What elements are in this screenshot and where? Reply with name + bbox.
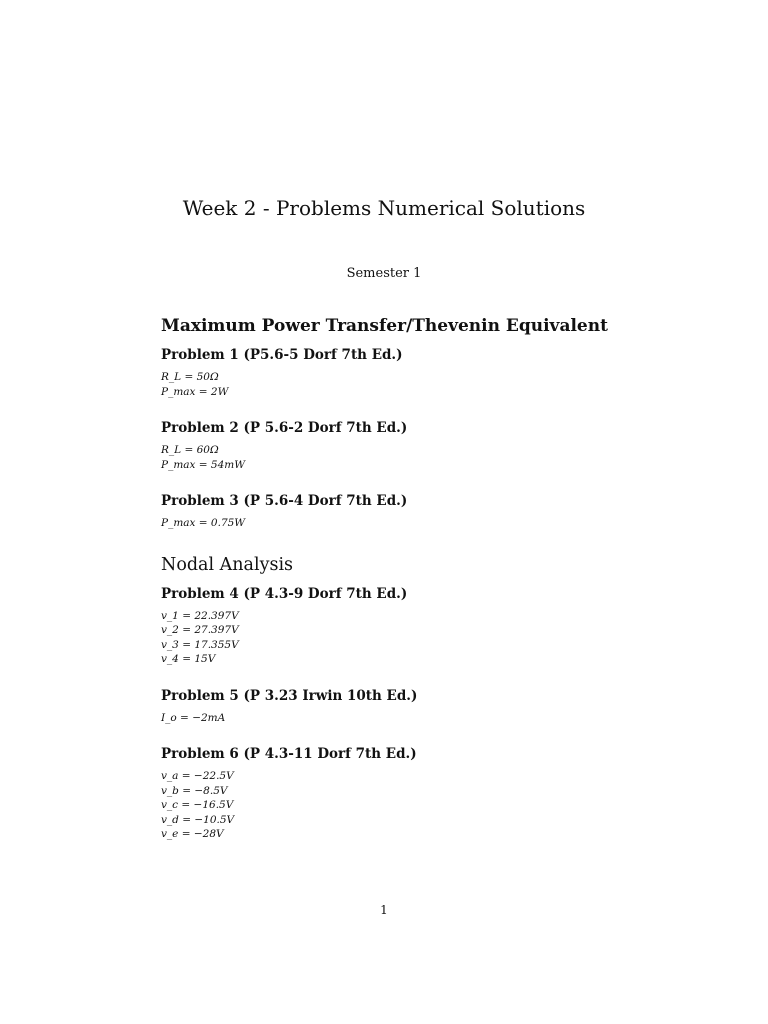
problem-title: Problem 6 (P 4.3-11 Dorf 7th Ed.) [161,746,417,762]
section-title: Nodal Analysis [161,554,294,575]
document-subtitle: Semester 1 [346,266,422,281]
page-number: 1 [380,903,388,917]
answer-line: v_1 = 22.397V [161,609,239,622]
section-nodal-analysis [161,553,621,842]
answer-list [161,769,621,842]
answer-line: P_max = 0.75W [161,517,246,529]
problem-title: Problem 3 (P 5.6-4 Dorf 7th Ed.) [161,493,408,509]
answer-list [161,609,621,667]
answer-list [161,443,621,472]
document-title: Week 2 - Problems Numerical Solutions [182,196,586,220]
problem-title: Problem 4 (P 4.3-9 Dorf 7th Ed.) [161,585,408,602]
problem-5 [161,687,621,726]
answer-line: v_e = −28V [161,828,224,840]
problem-1 [161,346,621,399]
problem-3 [161,492,621,531]
answer-list [161,711,621,726]
problem-2 [161,419,621,472]
answer-line: v_4 = 15V [161,653,216,665]
answer-line: v_a = −22.5V [161,770,234,782]
section-title: Maximum Power Transfer/Thevenin Equivalent [161,316,608,336]
document-body [161,314,621,842]
answer-line: v_c = −16.5V [161,799,234,811]
problem-4 [161,585,621,667]
answer-list [161,370,621,399]
answer-list [161,516,621,531]
answer-line: v_2 = 27.397V [161,624,239,636]
problem-title: Problem 2 (P 5.6-2 Dorf 7th Ed.) [161,420,408,436]
answer-line: v_d = −10.5V [161,813,235,826]
answer-line: v_3 = 17.355V [161,638,239,651]
problem-6 [161,745,621,842]
answer-line: P_max = 2W [161,385,229,398]
answer-line: I_o = −2mA [161,711,226,724]
problem-title: Problem 1 (P5.6-5 Dorf 7th Ed.) [161,347,403,363]
section-maximum-power-transfer [161,314,621,531]
answer-line: R_L = 50Ω [161,371,219,383]
answer-line: R_L = 60Ω [161,444,219,456]
answer-line: P_max = 54mW [161,458,246,471]
answer-line: v_b = −8.5V [161,784,228,797]
problem-title: Problem 5 (P 3.23 Irwin 10th Ed.) [161,687,418,704]
